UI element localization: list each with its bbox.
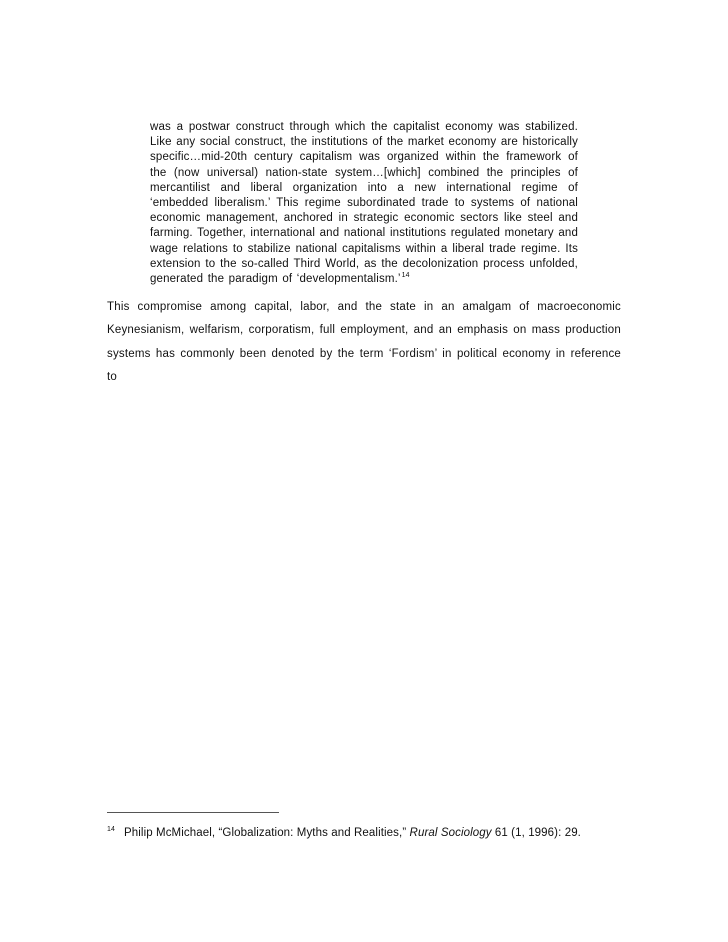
- footnote: [107, 826, 627, 840]
- footnote-separator: [107, 812, 279, 813]
- block-quote-text: was a postwar construct through which the capitalist economy was stabilized. Like any social construct, the institutions of the market economy are historically specific…mid-20th century capitalism was organized within the framework of the (now universal) nation-state system…[which] combined the principles of mercantilist and liberal organization into a new international regime of ‘embedded liberalism.’ This regime subordinated trade to systems of national economic management, anchored in strategic economic sectors like steel and farming. Together, international and national institutions regulated monetary and wage relations to stabilize national capitalisms within a liberal trade regime. Its extension to the so-called Third World, as the decolonization process unfolded, generated the paradigm of ‘developmentalism.’: [150, 121, 578, 286]
- footnote-reference[interactable]: 14: [401, 272, 410, 280]
- footnote-journal-title: Rural Sociology: [409, 827, 492, 839]
- body-paragraph: This compromise among capital, labor, and the state in an amalgam of macroeconomic Keynesianism, welfarism, corporatism, full employment, and an emphasis on mass production systems has commonly been denoted by the term ‘Fordism’ in political economy in reference to: [107, 301, 621, 384]
- block-quote: [150, 120, 578, 287]
- footnote-number: 14: [107, 826, 115, 834]
- footnote-text-prefix: Philip McMichael, “Globalization: Myths and Realities,”: [124, 827, 410, 839]
- footnote-text-suffix: 61 (1, 1996): 29.: [491, 827, 581, 839]
